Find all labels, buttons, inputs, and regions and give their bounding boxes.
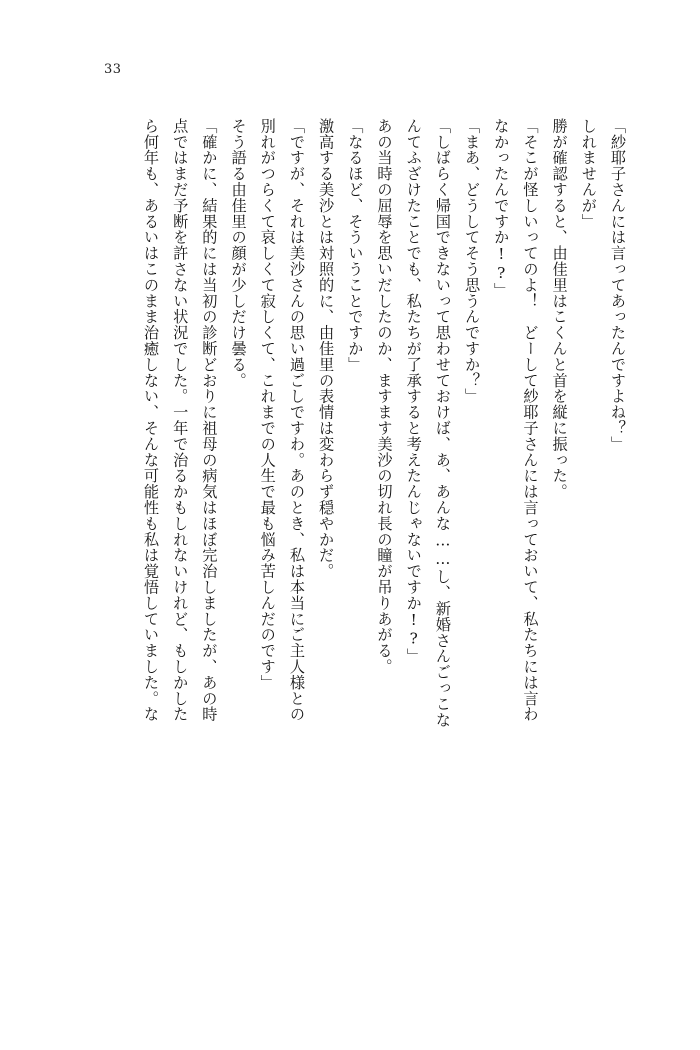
text-column: ら何年も、あるいはこのまま治癒しない、そんな可能性も私は覚悟していました。な — [142, 118, 160, 723]
text-column: 「なるほど、そういうことですか」 — [346, 118, 365, 373]
text-column: 「確かに、結果的には当初の診断どおりに祖母の病気はほぼ完治しましたが、あの時 — [200, 118, 219, 723]
text-column: なかったんですか!?」 — [492, 118, 511, 299]
text-column: 「ですが、それは美沙さんの思い過ごしですわ。あのとき、私は本当にご主人様との — [287, 118, 306, 723]
text-column: 「紗耶子さんには言ってあったんですよね？」 — [609, 118, 627, 452]
text-column: 「しばらく帰国できないって思わせておけば、あ、あんな……し、新婚さんごっこな — [433, 118, 452, 728]
text-column: そう語る由佳里の顔が少しだけ曇る。 — [229, 118, 248, 389]
text-column: 「まあ、どうしてそう思うんですか？」 — [463, 118, 482, 405]
text-column: んてふざけたことでも、私たちが了承すると考えたんじゃないですか!?」 — [404, 118, 423, 665]
text-column: 激高する美沙とは対照的に、由佳里の表情は変わらず穏やかだ。 — [317, 118, 336, 580]
page-number: 33 — [104, 62, 122, 77]
text-column: しれませんが」 — [579, 118, 598, 230]
text-column: 勝が確認すると、由佳里はこくんと首を縦に振った。 — [550, 118, 569, 500]
text-column: 別れがつらくて哀しくて寂しくて、これまでの人生で最も悩み苦しんだのです」 — [258, 118, 277, 691]
text-column: 点ではまだ予断を許さない状況でした。一年で治るかもしれないけれど、もしかした — [171, 118, 190, 723]
page-text-body — [66, 118, 632, 968]
text-column: 「そこが怪しいってのよ！ どーして紗耶子さんには言っておいて、私たちには言わ — [521, 118, 540, 723]
text-column: あの当時の屈辱を思いだしたのか、ますます美沙の切れ長の瞳が吊りあがる。 — [375, 118, 394, 675]
